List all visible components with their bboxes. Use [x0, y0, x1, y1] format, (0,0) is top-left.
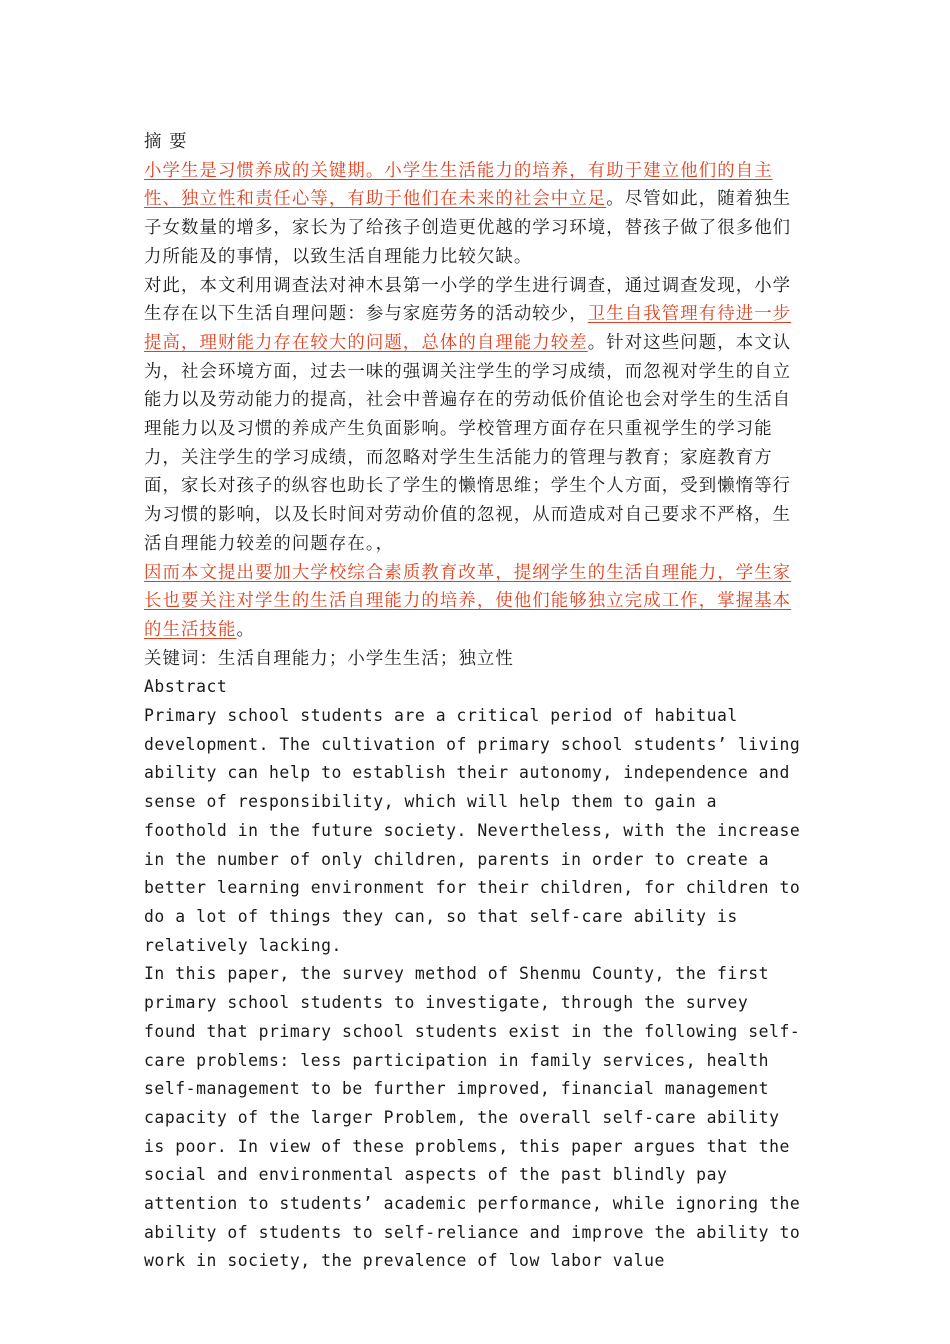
highlighted-text: 因而本文提出要加大学校综合素质教育改革，提纲学生的生活自理能力，学生家长也要关注对学生的生活自理能力的培养，使他们能够独立完成工作，掌握基本的生活技能: [144, 562, 792, 640]
english-paragraph-2: In this paper, the survey method of Shenmu County, the first primary school students to investigate, through the survey found that primary school students exist in the following self-care problems: less participation in family services, health self-management to be further improved, financial management capacity of the larger Problem, the overall self-care ability is poor. In view of these problems, this paper argues that the social and environmental aspects of the past blindly pay attention to students’ academic performance, while ignoring the ability of students to self-reliance and improve the ability to work in society, the prevalence of low labor value: [144, 964, 801, 1271]
english-paragraph-1: Primary school students are a critical period of habitual development. The cultivation of primary school students’ living ability can help to establish their autonomy, independence and sense of responsibility, which will help them to gain a foothold in the future society. Nevertheless, with the increase in the number of only children, parents in order to create a better learning environment for their children, for children to do a lot of things they can, so that self-care ability is relatively lacking.: [144, 706, 801, 955]
highlighted-text: 小学生是习惯养成的关键期。小学生生活能力的培养，有助于建立他们的自主性、独立性和责任心等，有助于他们在未来的社会中立足: [144, 160, 773, 210]
highlighted-text: 卫生自我管理有待进一步提高，理财能力存在较大的问题，总体的自理能力较差: [144, 304, 792, 353]
abstract-paragraph-2: [144, 272, 809, 559]
paragraph-text: 。尽管如此，随着独生子女数量的增多，家长为了给孩子创造更优越的学习环境，替孩子做了很多他们力所能及的事情，以致生活自理能力比较欠缺。: [144, 189, 792, 267]
abstract-body: [144, 128, 809, 1276]
paragraph-text: 。针对这些问题，本文认为，社会环境方面，过去一味的强调关注学生的学习成绩，而忽视对学生的自立能力以及劳动能力的提高，社会中普遍存在的劳动低价值论也会对学生的生活自理能力以及习惯的养成产生负面影响。学校管理方面存在只重视学生的学习能力，关注学生的学习成绩，而忽略对学生生活能力的管理与教育；家庭教育方面，家长对孩子的纵容也助长了学生的懒惰思维；学生个人方面，受到懒惰等行为习惯的影响，以及长时间对劳动价值的忽视，从而造成对自己要求不严格，生活自理能力较差的问题存在。，: [144, 332, 792, 554]
abstract-paragraph-1: [144, 157, 809, 272]
abstract-heading-en: Abstract: [144, 677, 228, 697]
keywords-line: 关键词：生活自理能力；小学生生活；独立性: [144, 648, 514, 669]
abstract-paragraph-3: [144, 559, 809, 645]
paragraph-text: 对此，本文利用调查法对神木县第一小学的学生进行调查，通过调查发现，小学生存在以下生活自理问题：参与家庭劳务的活动较少，: [144, 275, 792, 325]
paragraph-text: 。: [236, 619, 255, 640]
abstract-heading-zh: 摘 要: [144, 132, 188, 152]
